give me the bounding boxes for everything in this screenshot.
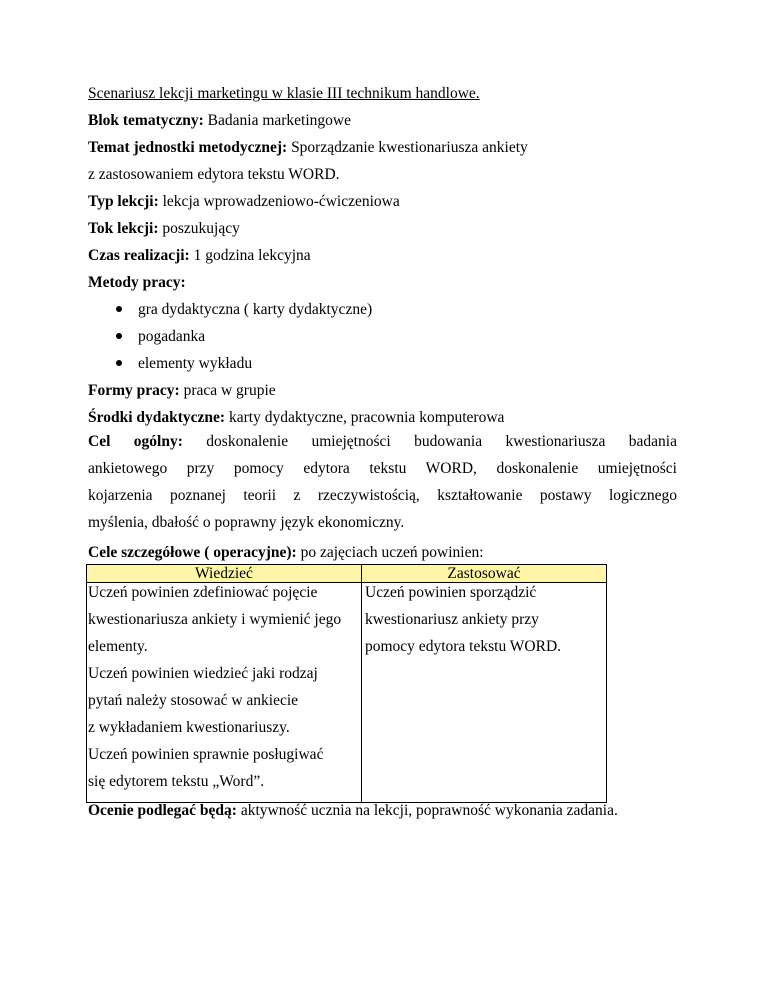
cel-label: Cel ogólny:	[88, 433, 183, 450]
cel-line-3: kojarzenia poznanej teorii z rzeczywistością, kształtowanie postawy logicznego	[88, 487, 677, 504]
method-label: pogadanka	[138, 328, 206, 345]
wiedziec-line: się edytorem tekstu „Word”.	[88, 773, 265, 790]
formy-value: praca w grupie	[179, 382, 276, 399]
temat-label: Temat jednostki metodycznej:	[88, 139, 288, 156]
cel-line-4: myślenia, dbałość o poprawny język ekonomiczny.	[88, 514, 405, 531]
wiedziec-line: kwestionariusza ankiety i wymienić jego	[88, 611, 342, 628]
ocena-line	[88, 802, 618, 820]
tok-line	[88, 220, 240, 238]
tok-value: poszukujący	[158, 220, 240, 237]
method-item	[116, 328, 205, 346]
bullet-icon	[116, 333, 122, 339]
table-row	[87, 583, 607, 803]
header-wiedziec: Wiedzieć	[87, 565, 362, 583]
blok-line	[88, 112, 351, 130]
wiedziec-line: elementy.	[88, 638, 148, 655]
czas-line	[88, 247, 311, 265]
cel-line-1	[88, 428, 677, 455]
wiedziec-line: Uczeń powinien zdefiniować pojęcie	[88, 584, 318, 601]
wiedziec-line: z wykładaniem kwestionariuszy.	[88, 719, 290, 736]
page-title: Scenariusz lekcji marketingu w klasie III technikum handlowe.	[88, 85, 480, 102]
zastosowac-cell	[362, 583, 607, 803]
wiedziec-line: Uczeń powinien wiedzieć jaki rodzaj	[88, 665, 318, 682]
table-header-row	[87, 565, 607, 583]
method-item	[116, 301, 372, 319]
cele-szczegolowe-label: Cele szczegółowe ( operacyjne):	[88, 544, 297, 561]
ocena-value: aktywność ucznia na lekcji, poprawność wykonania zadania.	[236, 802, 618, 819]
wiedziec-line: pytań należy stosować w ankiecie	[88, 692, 299, 709]
cel-line-2: ankietowego przy pomocy edytora tekstu WORD, doskonalenie umiejętności	[88, 460, 677, 477]
zastosowac-line: pomocy edytora tekstu WORD.	[365, 638, 562, 655]
bullet-icon	[116, 306, 122, 312]
czas-label: Czas realizacji:	[88, 247, 190, 264]
blok-label: Blok tematyczny:	[88, 112, 204, 129]
srodki-line	[88, 409, 504, 427]
cele-szczegolowe-line	[88, 544, 484, 562]
czas-value: 1 godzina lekcyjna	[189, 247, 311, 264]
metody-label: Metody pracy:	[88, 274, 186, 291]
wiedziec-line: Uczeń powinien sprawnie posługiwać	[88, 746, 324, 763]
bullet-icon	[116, 360, 122, 366]
method-item	[116, 355, 252, 373]
blok-value: Badania marketingowe	[203, 112, 351, 129]
typ-value: lekcja wprowadzeniowo-ćwiczeniowa	[158, 193, 400, 210]
cel-text-1: doskonalenie umiejętności budowania kwestionariusza badania	[182, 433, 677, 450]
method-label: elementy wykładu	[138, 355, 253, 372]
formy-label: Formy pracy:	[88, 382, 180, 399]
srodki-label: Środki dydaktyczne:	[88, 409, 226, 426]
typ-line	[88, 193, 400, 211]
zastosowac-line: kwestionariusz ankiety przy	[365, 611, 539, 628]
metody-line	[88, 274, 186, 292]
typ-label: Typ lekcji:	[88, 193, 159, 210]
temat-continuation: z zastosowaniem edytora tekstu WORD.	[88, 166, 340, 183]
srodki-value: karty dydaktyczne, pracownia komputerowa	[225, 409, 505, 426]
ocena-label: Ocenie podlegać będą:	[88, 802, 237, 819]
cele-szczegolowe-value: po zajęciach uczeń powinien:	[296, 544, 484, 561]
method-label: gra dydaktyczna ( karty dydaktyczne)	[138, 301, 373, 318]
goals-table	[86, 564, 607, 803]
wiedziec-cell	[87, 583, 362, 803]
temat-line	[88, 139, 528, 157]
header-zastosowac: Zastosować	[362, 565, 607, 583]
zastosowac-line: Uczeń powinien sporządzić	[365, 584, 537, 601]
formy-line	[88, 382, 276, 400]
temat-value: Sporządzanie kwestionariusza ankiety	[287, 139, 528, 156]
tok-label: Tok lekcji:	[88, 220, 159, 237]
